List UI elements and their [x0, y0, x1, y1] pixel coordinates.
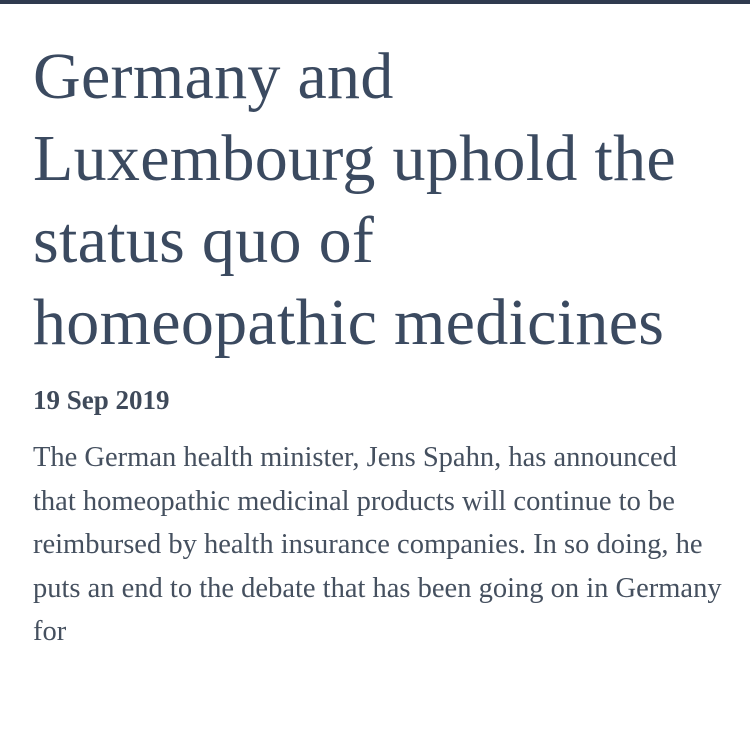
article — [33, 36, 723, 682]
top-accent-bar — [0, 0, 750, 4]
article-headline: Germany and Luxembourg uphold the status quo of homeopathic medicines — [33, 40, 676, 359]
article-body: The German health minister, Jens Spahn, has announced that homeopathic medicinal products will continue to be reimbursed by health insurance companies. In so doing, he puts an end to the debate that has been going on in Germany for — [33, 442, 722, 647]
article-date: 19 Sep 2019 — [33, 385, 170, 415]
